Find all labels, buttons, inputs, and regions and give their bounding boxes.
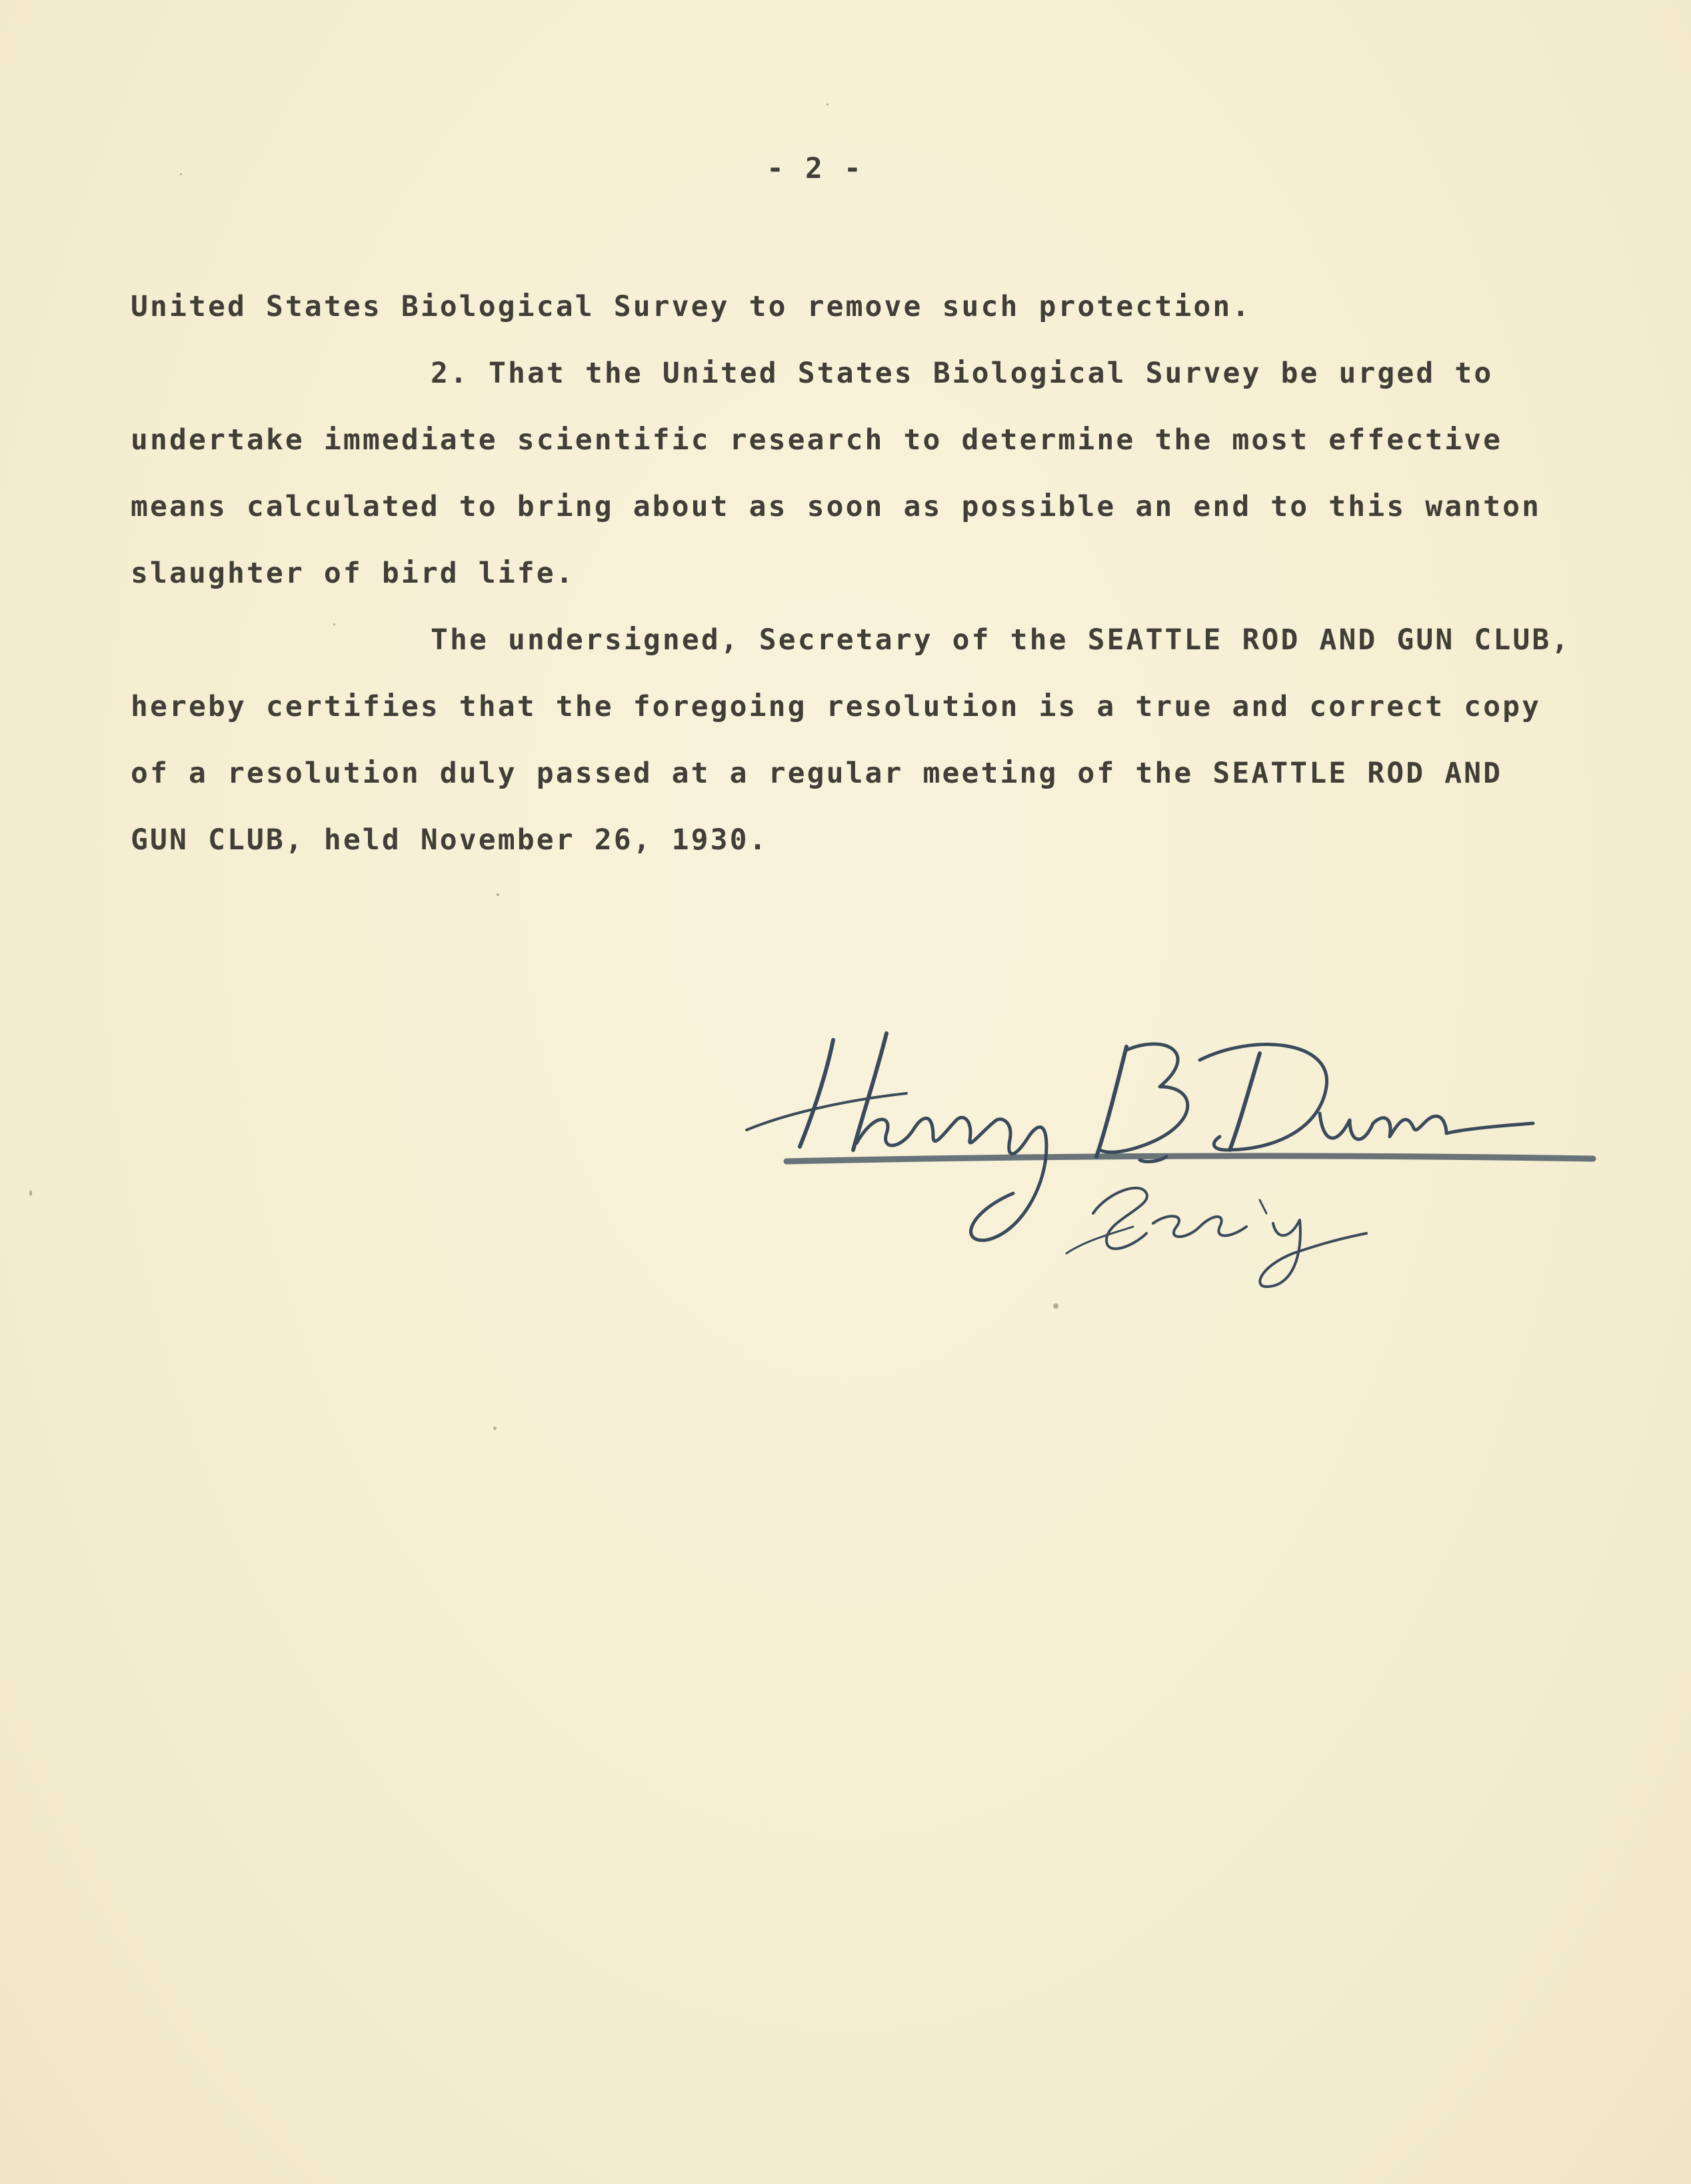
body-line-2: 2. That the United States Biological Survey be urged to [431, 357, 1494, 390]
body-line-5: slaughter of bird life. [131, 557, 575, 590]
body-line-8: of a resolution duly passed at a regular meeting of the SEATTLE ROD AND [131, 757, 1503, 790]
body-line-7: hereby certifies that the foregoing resolution is a true and correct copy [131, 690, 1542, 723]
page-number: - 2 - [767, 152, 863, 185]
body-line-1: United States Biological Survey to remove such protection. [131, 290, 1252, 323]
handwritten-signature [733, 1013, 1613, 1293]
body-line-6: The undersigned, Secretary of the SEATTLE ROD AND GUN CLUB, [431, 623, 1571, 657]
body-line-3: undertake immediate scientific research to determine the most effective [131, 423, 1503, 457]
body-line-9: GUN CLUB, held November 26, 1930. [131, 823, 769, 857]
body-line-4: means calculated to bring about as soon as possible an end to this wanton [131, 490, 1542, 523]
